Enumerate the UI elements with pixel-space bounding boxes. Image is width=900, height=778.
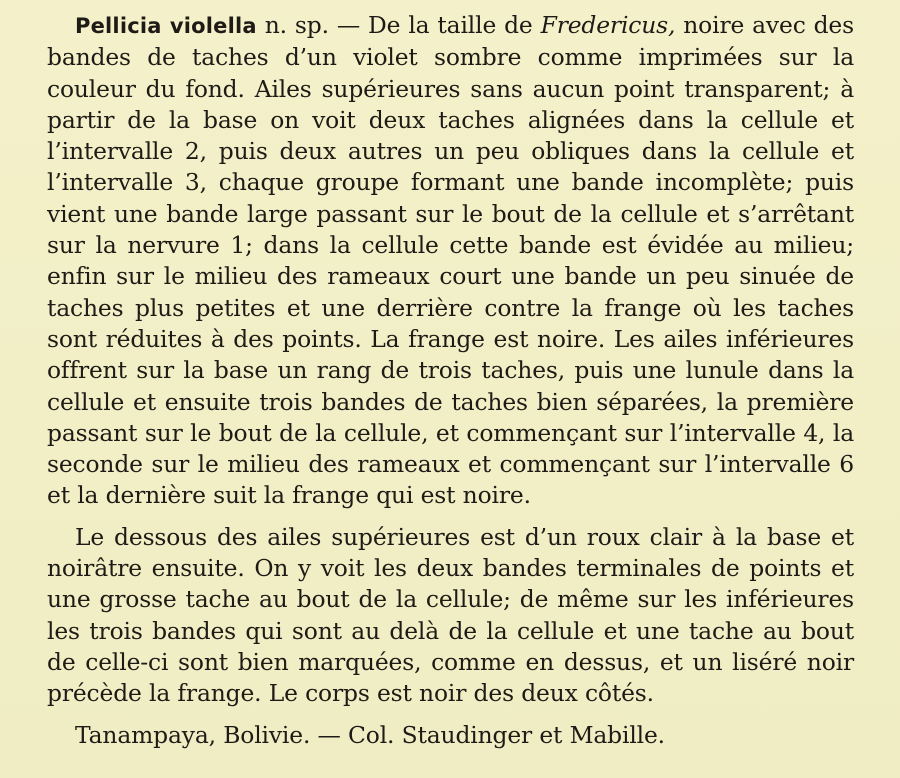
locality-paragraph: Tanampaya, Bolivie. — Col. Staudinger et Mabille. bbox=[75, 720, 665, 749]
reference-genus: Fredericus, bbox=[540, 11, 676, 39]
description-text: noire avec des bandes de taches d’un violet sombre comme imprimées sur la couleur du fond. Ailes supérieures sans aucun point transparent; à partir de la base on voit deux taches alignées dans la cellule et l’intervalle 2, puis deux autres un peu obliques dans la cellule et l’intervalle 3, chaque groupe formant une bande incomplète; puis vient une bande large passant sur le bout de la cellule et s’arrêtant sur la nervure 1; dans la cellule cette bande est évidée au milieu; enfin sur le milieu des rameaux court une bande un peu sinuée de taches plus petites et une derrière contre la frange où les taches sont réduites à des points. La frange est noire. Les ailes inférieures offrent sur la base un rang de trois taches, puis une lunule dans la cellule et ensuite trois bandes de taches bien séparées, la première passant sur le bout de la cellule, et commençant sur l’intervalle 4, la seconde sur le milieu des rameaux et commençant sur l’intervalle 6 et la dernière suit la frange qui est noire. bbox=[47, 11, 854, 510]
species-status: n. sp. — De la taille de bbox=[256, 11, 541, 39]
species-name: Pellicia violella bbox=[75, 14, 257, 38]
species-description-paragraph bbox=[47, 10, 854, 512]
underside-description-paragraph: Le dessous des ailes supérieures est d’un roux clair à la base et noirâtre ensuite. On y voit les deux bandes terminales de points et une grosse tache au bout de la cellule; de même sur les inférieures les trois bandes qui sont au delà de la cellule et une tache au bout de celle-ci sont bien marquées, comme en dessus, et un liséré noir précède la frange. Le corps est noir des deux côtés. bbox=[47, 522, 854, 708]
text-column bbox=[47, 10, 854, 751]
